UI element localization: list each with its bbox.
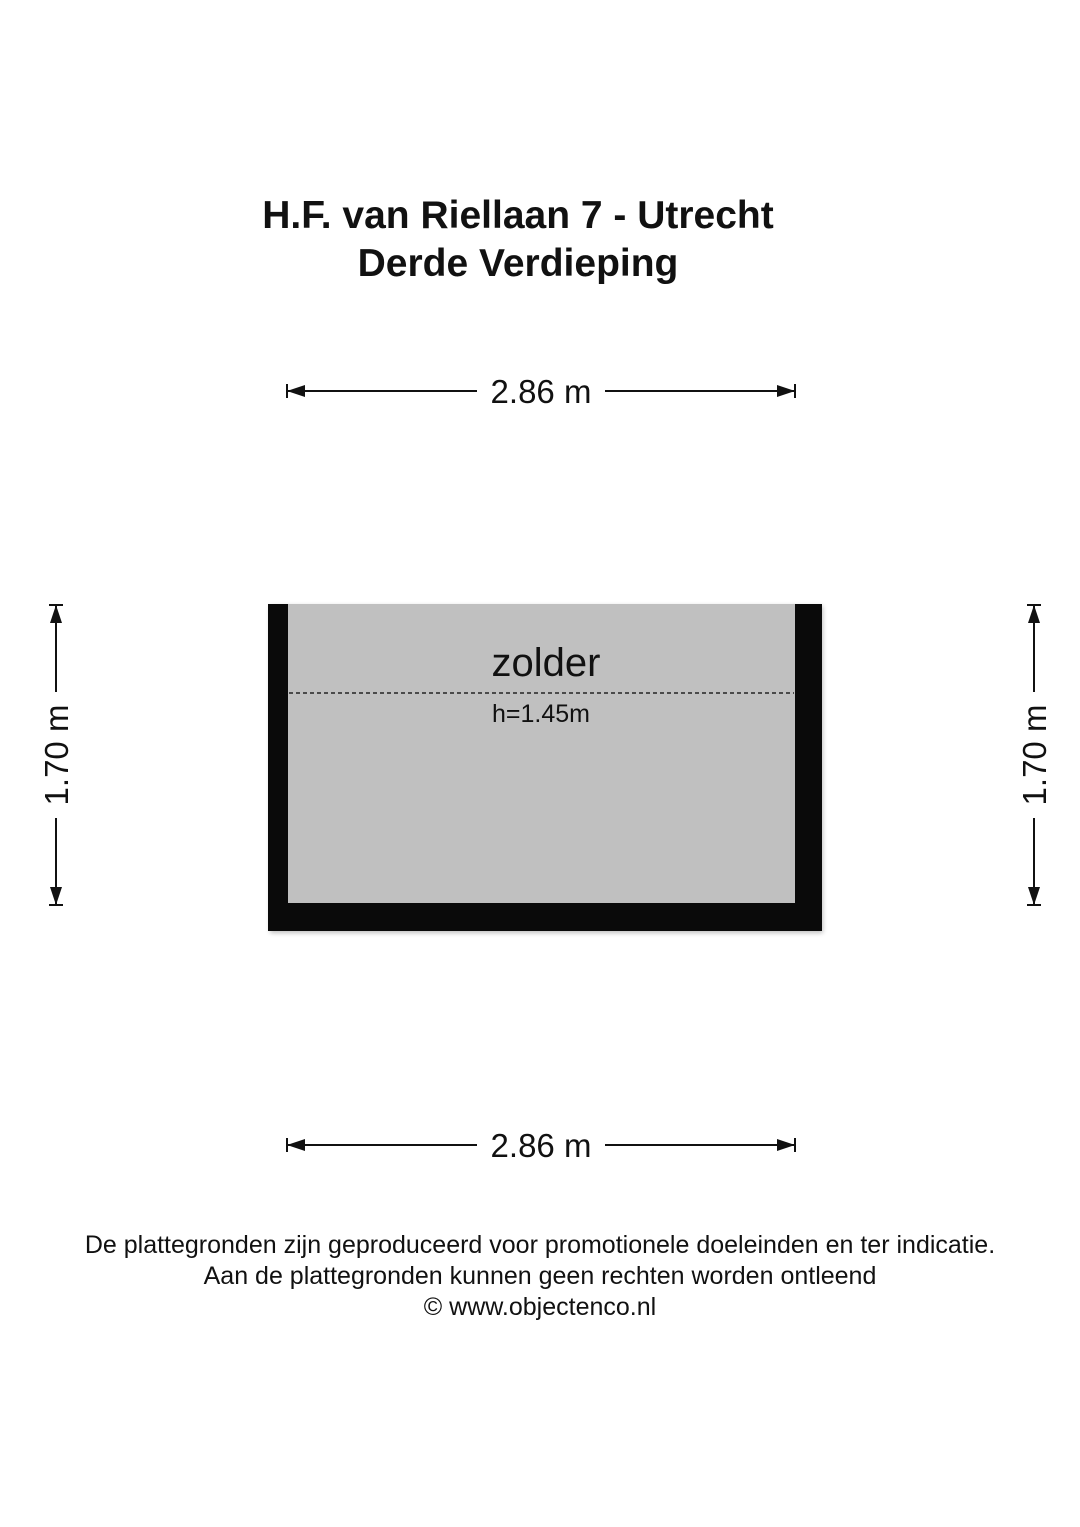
room-label: zolder: [491, 641, 601, 685]
bottom-dimension-arrow-right: [777, 1139, 795, 1151]
copyright-link: © www.objectenco.nl: [423, 1293, 657, 1321]
address-title: H.F. van Riellaan 7 - Utrecht: [262, 194, 774, 237]
bottom-dimension: [287, 1127, 795, 1164]
bottom-dimension-arrow-left: [287, 1139, 305, 1151]
left-dimension-arrow-top: [50, 605, 62, 623]
disclaimer: [0, 1230, 1080, 1323]
right-dimension-arrow-bottom: [1028, 887, 1040, 905]
right-dimension-label: 1.70 m: [1016, 704, 1053, 806]
top-dimension-arrow-left: [287, 385, 305, 397]
top-dimension-label: 2.86 m: [490, 373, 592, 410]
room-zolder: [268, 604, 823, 933]
left-dimension-label: 1.70 m: [38, 704, 75, 806]
left-dimension: [38, 605, 75, 905]
top-dimension-arrow-right: [777, 385, 795, 397]
bottom-dimension-label: 2.86 m: [490, 1127, 592, 1164]
disclaimer-line-1: De plattegronden zijn geproduceerd voor promotionele doeleinden en ter indicatie.: [84, 1231, 996, 1259]
disclaimer-line-2: Aan de plattegronden kunnen geen rechten worden ontleend: [203, 1262, 877, 1290]
wall-right: [795, 604, 822, 931]
wall-bottom: [268, 903, 822, 931]
left-dimension-arrow-bottom: [50, 887, 62, 905]
top-dimension: [287, 373, 795, 410]
right-dimension-arrow-top: [1028, 605, 1040, 623]
wall-left: [268, 604, 288, 931]
floor-title: Derde Verdieping: [357, 242, 679, 285]
room-height-note: h=1.45m: [492, 700, 590, 728]
right-dimension: [1016, 605, 1053, 905]
